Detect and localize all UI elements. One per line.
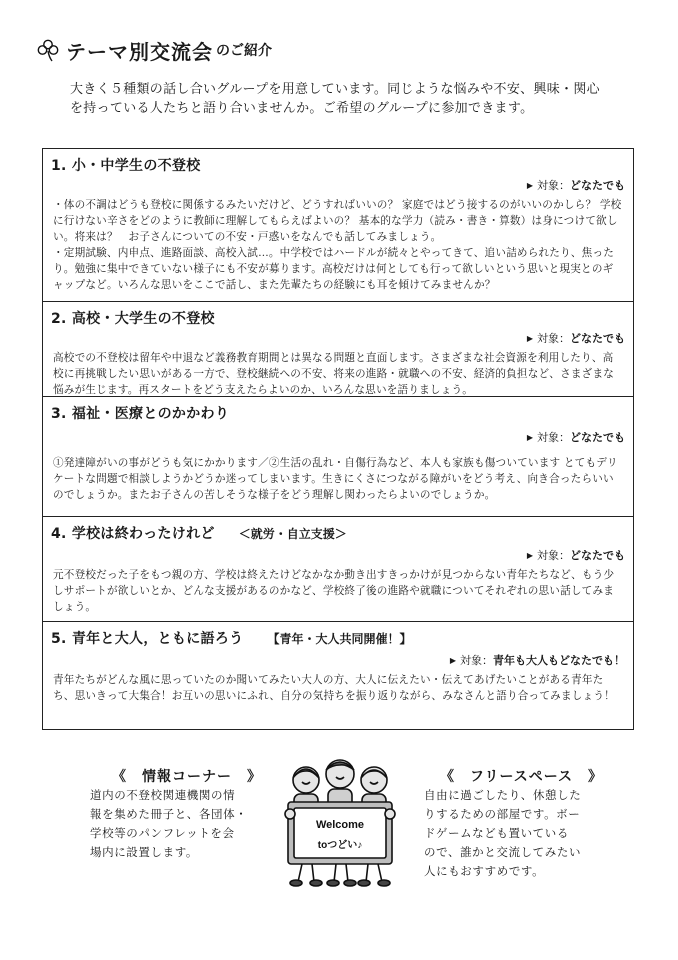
info-corner-line: 報を集めた冊子と、各団体・ bbox=[90, 807, 248, 821]
intro-paragraph bbox=[70, 80, 630, 118]
target-value: 青年も大人もどなたでも！ bbox=[493, 654, 625, 667]
topic-target bbox=[51, 177, 625, 193]
welcome-illustration bbox=[276, 758, 404, 888]
topic-title: 5. 青年と大人，ともに語ろう bbox=[51, 631, 244, 647]
topic-body: ・体の不調はどうも登校に関係するみたいだけど、どうすればいいの？ 家庭ではどう接するのがいいのかしら？ 学校に行けない辛さをどのように教師に理解してもらえばよいの？ 基本的な学力（読み・書き・算数）は身につけて欲しい。将来は？ お子さんについての不安・戸惑いをなんでも話してみましょう。 ・定期試験、内申点、進路面談、高校入試…。中学校ではハードルが続々とやってきて、追い詰められたり、焦ったり。勉強に集中できていない様子にも不安が募ります。高校だけは何としても行って欲しいという思いと現実とのギャップなど。いろんな思いをここで話し、また先輩たちの経験にも耳を傾けてみませんか？ bbox=[53, 199, 622, 291]
page-subtitle: のご紹介 bbox=[216, 43, 272, 59]
info-corner-line: 学校等のパンフレットを会 bbox=[90, 826, 235, 840]
topic-4 bbox=[43, 517, 633, 622]
topic-3 bbox=[43, 397, 633, 517]
info-corner-text bbox=[90, 786, 247, 862]
target-label: 対象： bbox=[537, 332, 570, 345]
topic-target bbox=[51, 547, 625, 563]
free-space-line: ので、誰かと交流してみたい bbox=[424, 845, 582, 859]
topic-body: ①発達障がいの事がどうも気にかかります／②生活の乱れ・自傷行為など、本人も家族も傷ついています とてもデリケートな問題で相談しようかどうか迷ってしまいます。生きにくさにつながる障がいをどう考え、向き合ったらいいのでしょうか。またお子さんの苦しそうな様子をどう理解し関わったらよいのでしょうか。 bbox=[53, 457, 618, 501]
sign-line-1: Welcome bbox=[315, 819, 365, 831]
free-space-text bbox=[424, 786, 581, 881]
target-label: 対象： bbox=[537, 431, 570, 444]
intro-line: 大きく５種類の話し合いグループを用意しています。同じような悩みや不安、興味・関心 bbox=[70, 82, 600, 97]
target-label: 対象： bbox=[460, 654, 493, 667]
intro-line: を持っている人たちと語り合いませんか。ご希望のグループに参加できます。 bbox=[70, 101, 534, 116]
clover-icon bbox=[36, 38, 60, 62]
target-value: どなたでも bbox=[570, 431, 625, 444]
topic-target bbox=[51, 652, 625, 668]
target-label: 対象： bbox=[537, 549, 570, 562]
topic-tag: ＜就労・自立支援＞ bbox=[238, 527, 347, 541]
free-space-title: 《 フリースペース 》 bbox=[440, 769, 604, 785]
topic-target bbox=[51, 429, 625, 445]
topic-body: 青年たちがどんな風に思っていたのか聞いてみたい大人の方、大人に伝えたい・伝えてあげたいことがある青年たち、思いきって大集合！お互いの思いにふれ、自分の気持ちを振り返りながら、みなさんと語り合ってみましょう！ bbox=[53, 674, 615, 702]
info-corner-line: 場内に設置します。 bbox=[90, 845, 198, 859]
sign-line-2: toつどい♪ bbox=[317, 840, 363, 851]
arrow-right-icon: ▶ bbox=[449, 656, 456, 665]
free-space-line: ドゲームなども置いている bbox=[424, 826, 569, 840]
topic-5 bbox=[43, 622, 633, 729]
topic-title: 3. 福祉・医療とのかかわり bbox=[51, 406, 230, 422]
info-corner-title: 《 情報コーナー 》 bbox=[112, 769, 262, 785]
free-space-line: 自由に過ごしたり、休憩した bbox=[424, 788, 582, 802]
arrow-right-icon: ▶ bbox=[526, 433, 533, 442]
page-title: テーマ別交流会 bbox=[66, 40, 213, 64]
topic-tag: 【青年・大人共同開催！】 bbox=[267, 632, 412, 646]
topic-title: 4. 学校は終わったけれど bbox=[51, 526, 215, 542]
topic-body: 高校での不登校は留年や中退など義務教育期間とは異なる問題と直面します。さまざまな社会資源を利用したり、高校に再挑戦したい思いがある一方で、登校継続への不安、将来の進路・就職への不安、経済的負担など、さまざまな悩みが生じます。再スタートをどう支えたらよいのか、いろんな思いを語りましょう。 bbox=[53, 352, 615, 396]
target-label: 対象： bbox=[537, 179, 570, 192]
arrow-right-icon: ▶ bbox=[526, 181, 533, 190]
topic-title: 1. 小・中学生の不登校 bbox=[51, 158, 201, 174]
free-space-line: 人にもおすすめです。 bbox=[424, 864, 545, 878]
topic-1 bbox=[43, 149, 633, 302]
topic-2 bbox=[43, 302, 633, 397]
arrow-right-icon: ▶ bbox=[526, 334, 533, 343]
target-value: どなたでも bbox=[570, 332, 625, 345]
arrow-right-icon: ▶ bbox=[526, 551, 533, 560]
free-space-line: りするための部屋です。ボー bbox=[424, 807, 581, 821]
target-value: どなたでも bbox=[570, 179, 625, 192]
topic-body: 元不登校だった子をもつ親の方、学校は終えたけどなかなか動き出すきっかけが見つからない青年たちなど、もう少しサポートが欲しいとか、どんな支援があるのかなど、学校終了後の進路や就職についてそれぞれの思い話してみましょう。 bbox=[53, 569, 615, 613]
topic-target bbox=[51, 330, 625, 346]
target-value: どなたでも bbox=[570, 549, 625, 562]
topic-list bbox=[42, 148, 634, 730]
info-corner-line: 道内の不登校関連機関の情 bbox=[90, 788, 236, 802]
topic-title: 2. 高校・大学生の不登校 bbox=[51, 311, 215, 327]
